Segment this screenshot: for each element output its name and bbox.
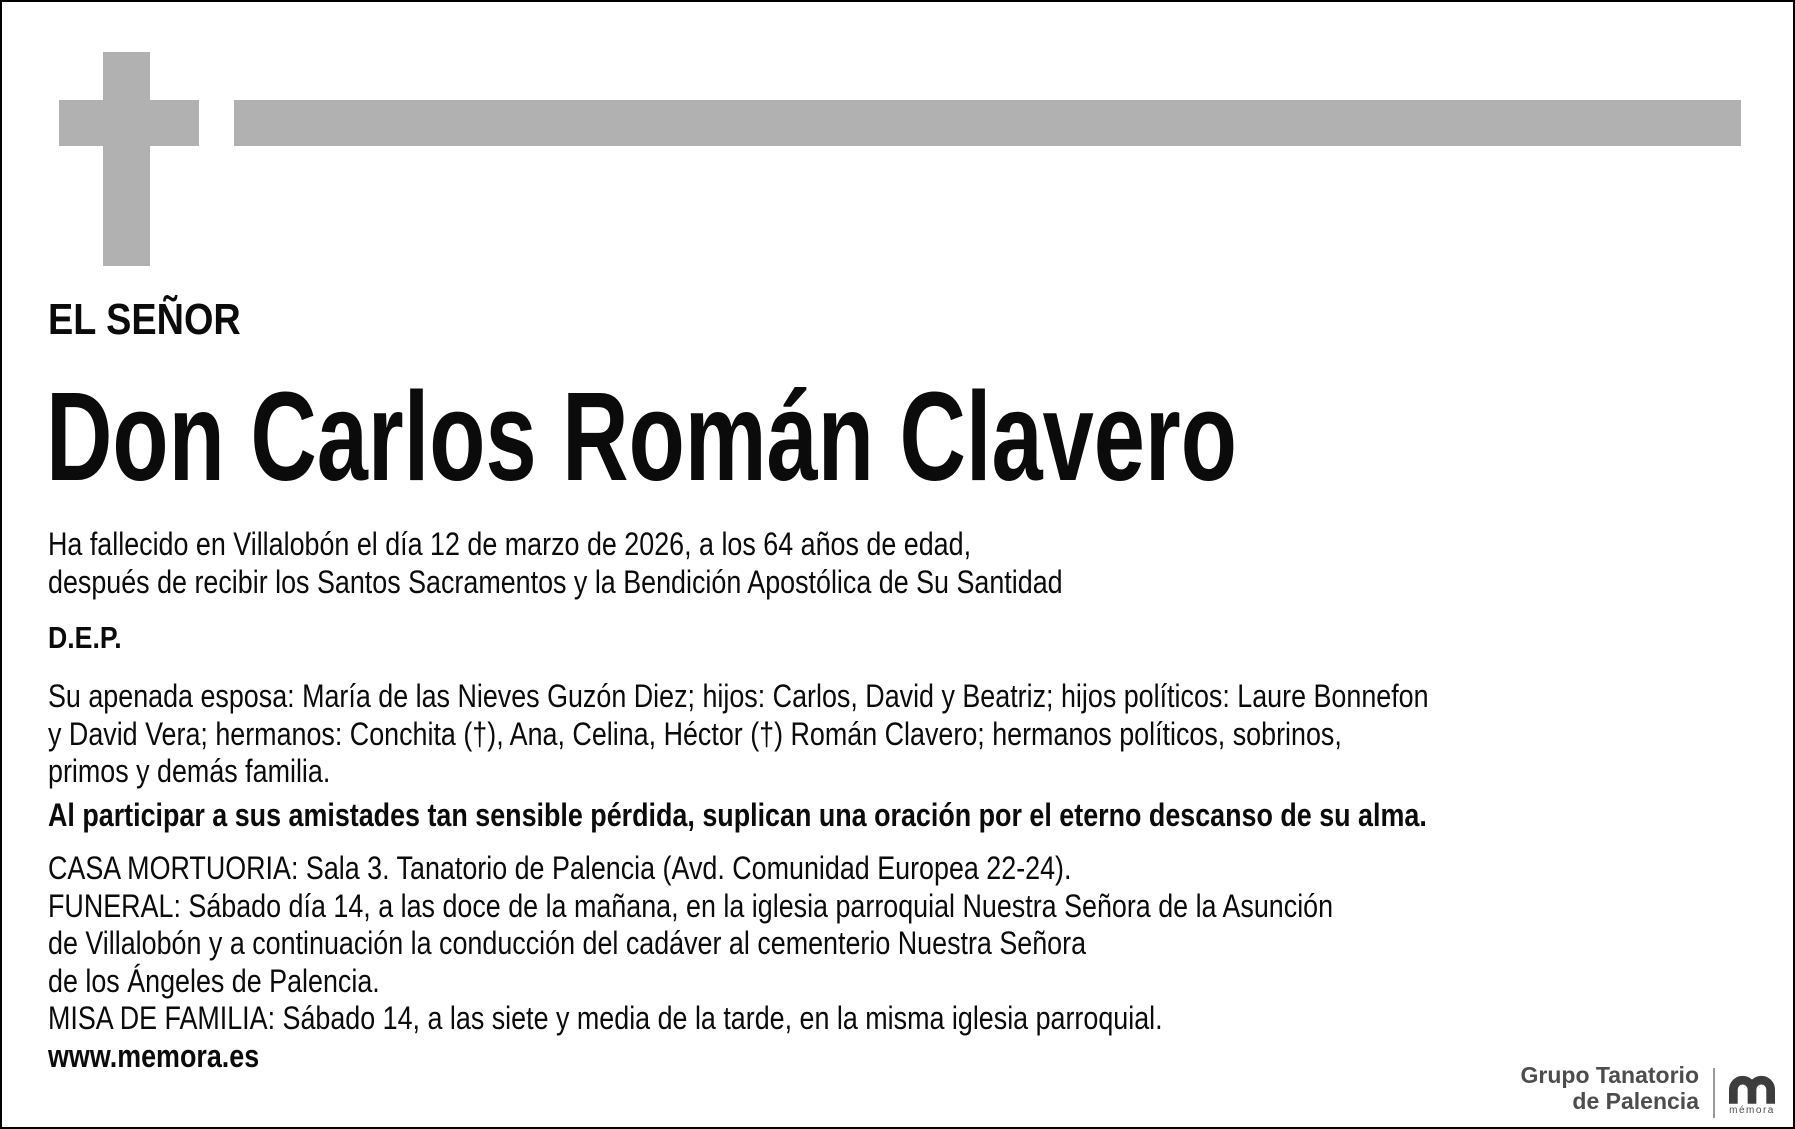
cross-icon-vertical	[103, 52, 150, 266]
funeral-line: FUNERAL: Sábado día 14, a las doce de la mañana, en la iglesia parroquial Nuestra Señora de la Asunción	[48, 887, 1334, 924]
family-listing	[48, 678, 1429, 791]
family-listing-line: Su apenada esposa: María de las Nieves Guzón Diez; hijos: Carlos, David y Beatriz; hijos políticos: Laure Bonnefon	[48, 678, 1429, 714]
deceased-name: Don Carlos Román Clavero	[46, 366, 1237, 507]
family-mass-line: MISA DE FAMILIA: Sábado 14, a las siete y media de la tarde, en la misma iglesia parroquial.	[48, 1000, 1163, 1036]
service-details	[48, 850, 1333, 1075]
memora-wordmark: mémora	[1729, 1105, 1775, 1116]
cross-icon-horizontal	[59, 100, 199, 146]
funeral-group-name-line: Grupo Tanatorio	[1520, 1062, 1699, 1088]
funeral-line: de los Ángeles de Palencia.	[48, 962, 380, 999]
funeral-group-name	[1521, 1062, 1699, 1118]
family-listing-line: y David Vera; hermanos: Conchita (†), Ana, Celina, Héctor (†) Román Clavero; hermanos políticos, sobrinos,	[48, 715, 1342, 752]
website-url: www.memora.es	[48, 1037, 260, 1074]
death-announcement-line: Ha fallecido en Villalobón el día 12 de marzo de 2026, a los 64 años de edad,	[48, 526, 972, 562]
death-announcement-line: después de recibir los Santos Sacramentos y la Bendición Apostólica de Su Santidad	[48, 563, 1063, 600]
family-listing-line: primos y demás familia.	[48, 753, 331, 789]
funeral-group-name-line: de Palencia	[1572, 1088, 1699, 1114]
dep-abbreviation: D.E.P.	[48, 620, 122, 655]
funeral-line: de Villalobón y a continuación la conducción del cadáver al cementerio Nuestra Señora	[48, 925, 1087, 961]
death-announcement	[48, 526, 1063, 601]
mortuary-house-line: CASA MORTUORIA: Sala 3. Tanatorio de Palencia (Avd. Comunidad Europea 22-24).	[48, 850, 1072, 886]
header-rule-bar	[234, 100, 1741, 146]
prayer-petition: Al participar a sus amistades tan sensible pérdida, suplican una oración por el eterno descanso de su alma.	[48, 797, 1427, 833]
memora-brand	[1729, 1075, 1775, 1118]
footer-brand	[1521, 1062, 1775, 1118]
footer-divider	[1713, 1068, 1715, 1118]
memora-logo-icon	[1729, 1075, 1775, 1104]
honorific-label: EL SEÑOR	[48, 295, 241, 344]
